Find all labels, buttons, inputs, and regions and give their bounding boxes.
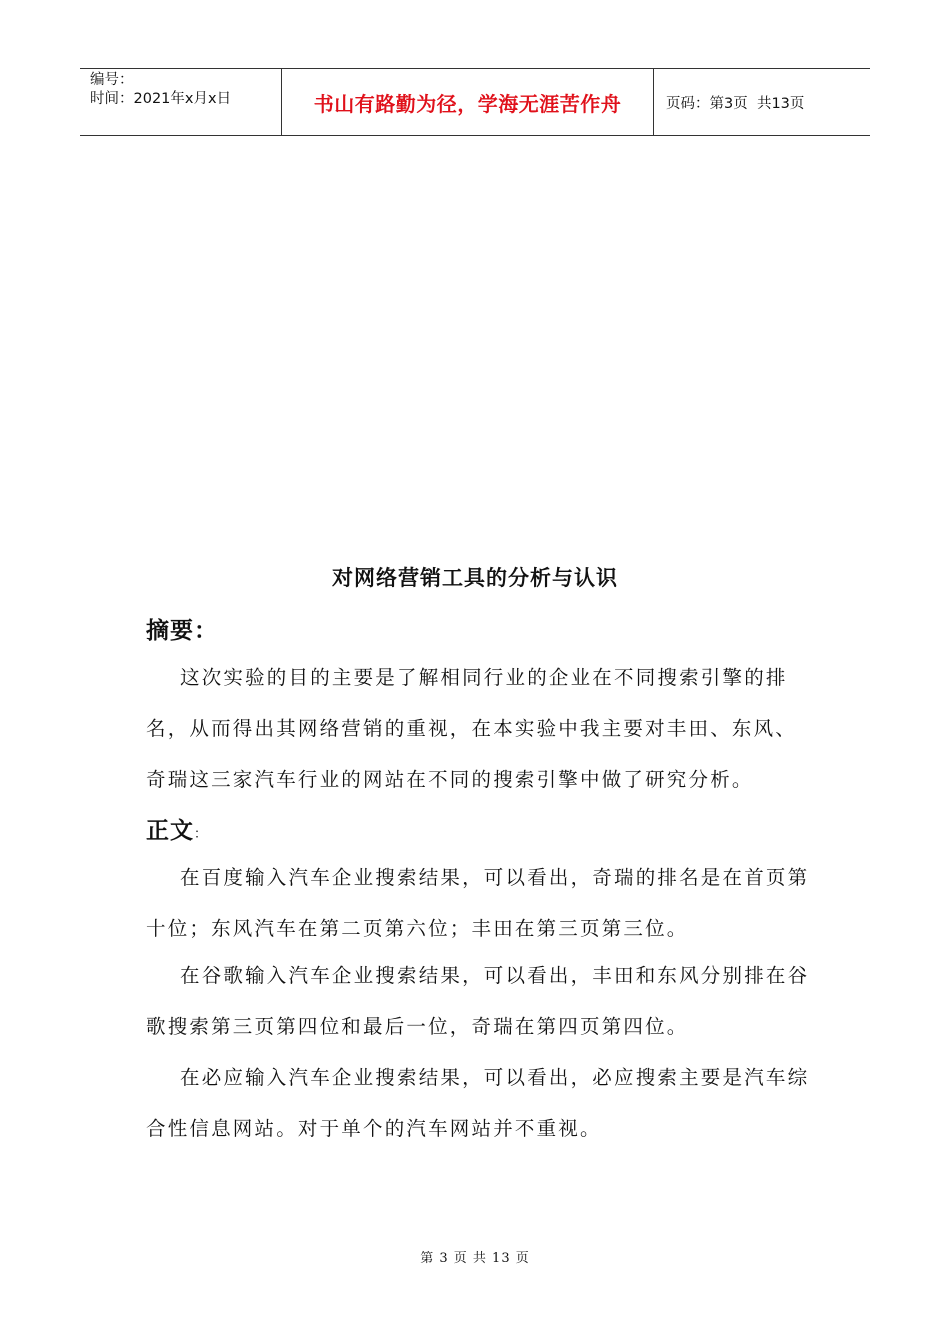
document-time-label: 时间：2021年x月x日 <box>90 91 232 107</box>
header-page-label: 页码：第3页 共13页 <box>666 95 805 112</box>
body-heading-colon: ： <box>194 827 209 842</box>
header-page-info <box>654 69 870 135</box>
body-heading-text: 正文 <box>146 817 194 844</box>
abstract-paragraph: 这次实验的目的主要是了解相同行业的企业在不同搜索引擎的排名，从而得出其网络营销的重视，在本实验中我主要对丰田、东风、奇瑞这三家汽车行业的网站在不同的搜索引擎中做了研究分析。 <box>146 666 798 791</box>
body-paragraph-1: 在百度输入汽车企业搜索结果，可以看出，奇瑞的排名是在首页第十位；东风汽车在第二页第六位；丰田在第三页第三位。 <box>146 866 810 940</box>
page-footer: 第 3 页 共 13 页 <box>420 1251 530 1266</box>
header-motto: 书山有路勤为径，学海无涯苦作舟 <box>282 69 654 135</box>
abstract-heading: 摘要： <box>146 617 218 644</box>
document-number-label: 编号： <box>90 72 134 88</box>
page-header <box>80 68 870 136</box>
body-heading <box>146 812 208 845</box>
document-title: 对网络营销工具的分析与认识 <box>332 565 618 590</box>
body-paragraph-3: 在必应输入汽车企业搜索结果，可以看出，必应搜索主要是汽车综合性信息网站。对于单个的汽车网站并不重视。 <box>146 1066 810 1140</box>
body-paragraph-2: 在谷歌输入汽车企业搜索结果，可以看出，丰田和东风分别排在谷歌搜索第三页第四位和最后一位，奇瑞在第四页第四位。 <box>146 964 810 1038</box>
header-meta <box>80 69 282 135</box>
